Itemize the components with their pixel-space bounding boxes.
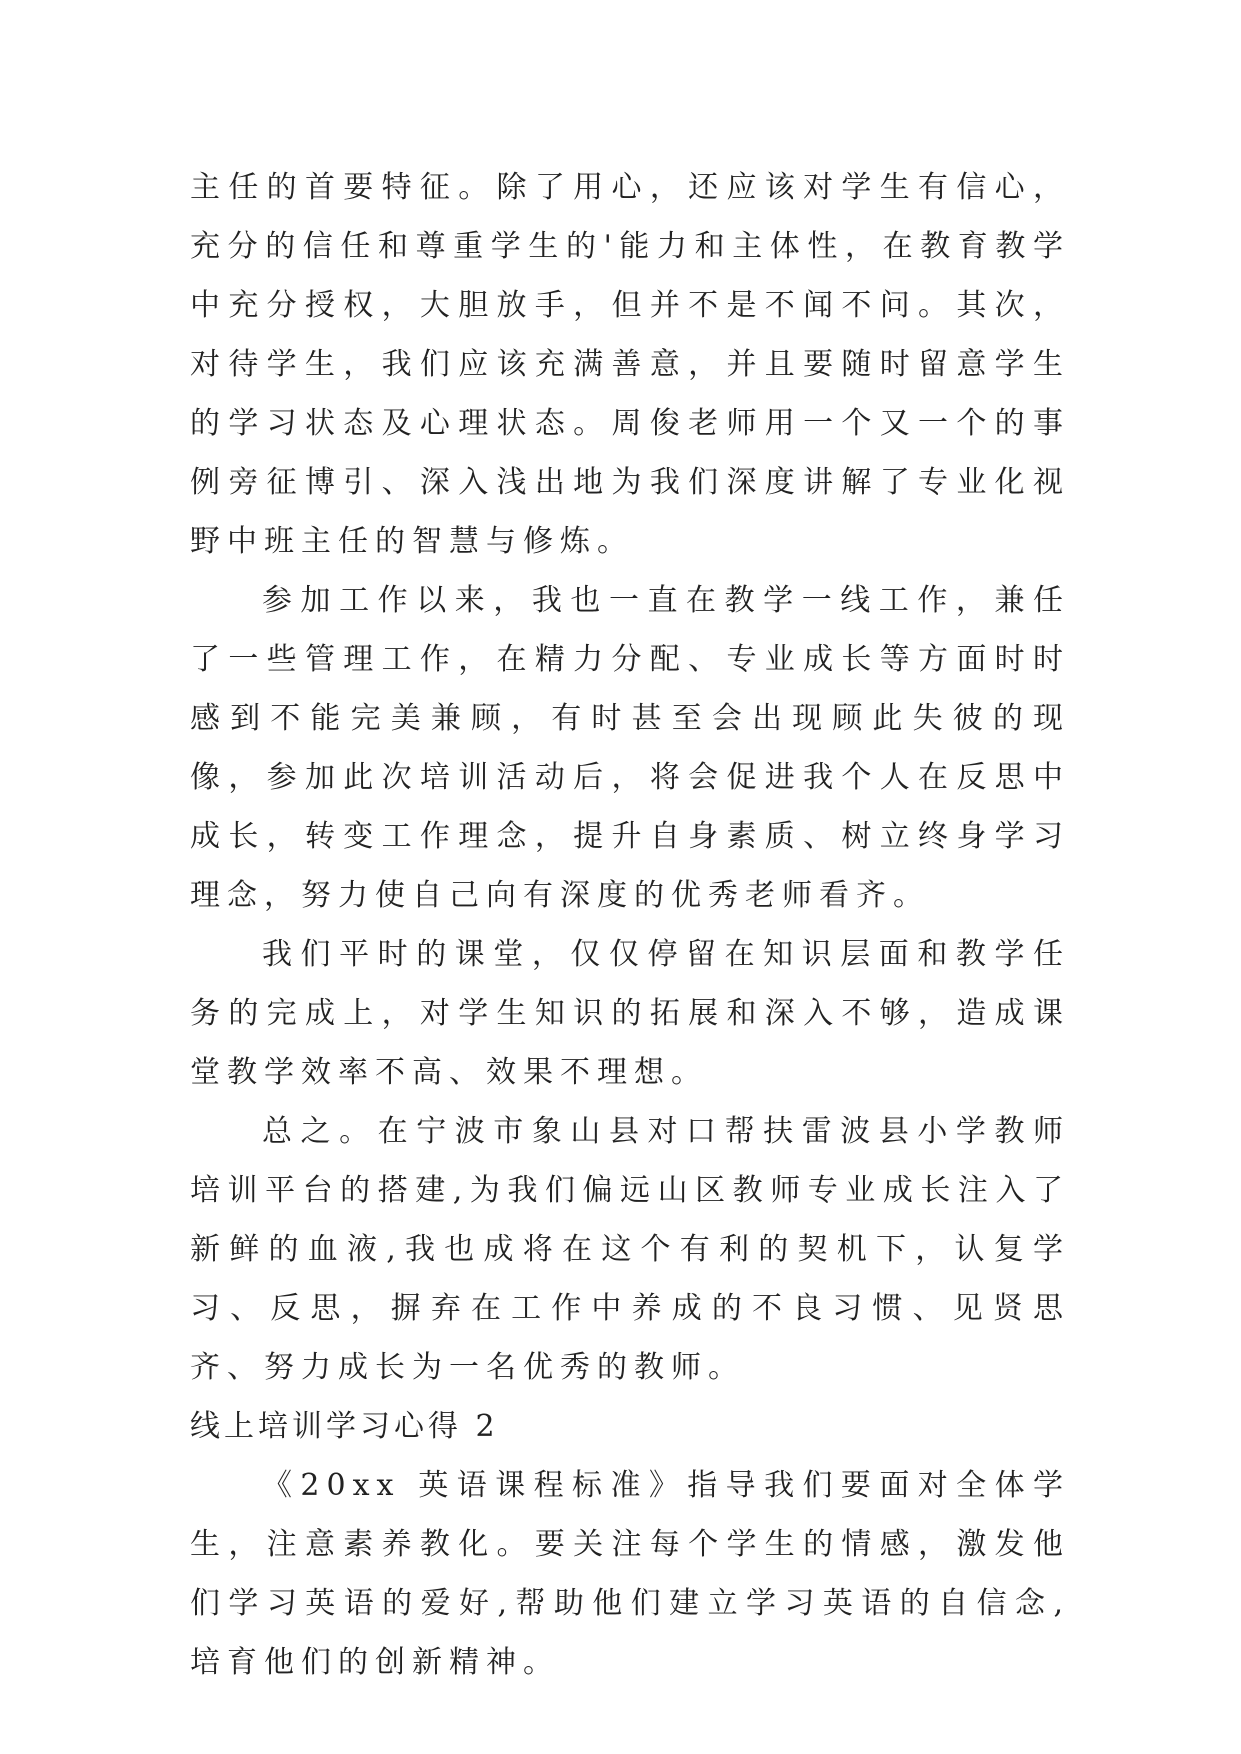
document-body: [190, 158, 1070, 1692]
paragraph-conclusion: 总之。在宁波市象山县对口帮扶雷波县小学教师培训平台的搭建,为我们偏远山区教师专业成长注入了新鲜的血液,我也成将在这个有利的契机下，认复学习、反思，摒弃在工作中养成的不良习惯、见贤思齐、努力成长为一名优秀的教师。: [190, 1114, 1070, 1385]
paragraph-english-standard: 《20xx 英语课程标准》指导我们要面对全体学生，注意素养教化。要关注每个学生的情感，激发他们学习英语的爱好,帮助他们建立学习英语的自信念,培育他们的创新精神。: [190, 1468, 1070, 1680]
paragraph-classroom: 我们平时的课堂，仅仅停留在知识层面和教学任务的完成上，对学生知识的拓展和深入不够，造成课堂教学效率不高、效果不理想。: [190, 937, 1070, 1090]
paragraph-work-experience: 参加工作以来，我也一直在教学一线工作，兼任了一些管理工作，在精力分配、专业成长等方面时时感到不能完美兼顾，有时甚至会出现顾此失彼的现像，参加此次培训活动后，将会促进我个人在反思中成长，转变工作理念，提升自身素质、树立终身学习理念，努力使自己向有深度的优秀老师看齐。: [190, 583, 1070, 913]
section-heading: 线上培训学习心得 2: [190, 1409, 499, 1444]
paragraph-continuation: 主任的首要特征。除了用心，还应该对学生有信心，充分的信任和尊重学生的'能力和主体性，在教育教学中充分授权，大胆放手，但并不是不闻不问。其次，对待学生，我们应该充满善意，并且要随时留意学生的学习状态及心理状态。周俊老师用一个又一个的事例旁征博引、深入浅出地为我们深度讲解了专业化视野中班主任的智慧与修炼。: [190, 170, 1070, 559]
